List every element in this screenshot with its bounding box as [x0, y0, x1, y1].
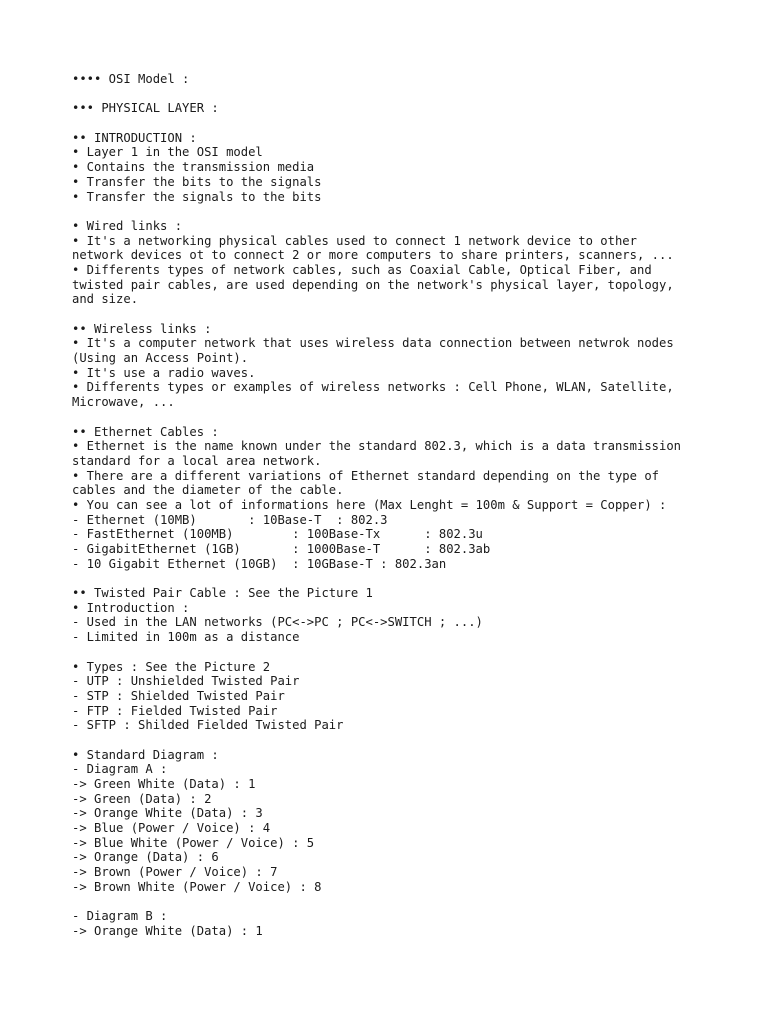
- text-line: - GigabitEthernet (1GB) : 1000Base-T : 802.3ab: [72, 542, 491, 556]
- text-line: - SFTP : Shilded Fielded Twisted Pair: [72, 718, 344, 733]
- text-line: - FastEthernet (100MB) : 100Base-Tx : 802.3u: [72, 527, 483, 542]
- text-line: • Transfer the signals to the bits: [72, 189, 322, 204]
- text-line: - STP : Shielded Twisted Pair: [72, 688, 285, 703]
- text-line: - Used in the LAN networks (PC<->PC ; PC<->SWITCH ; ...): [72, 615, 483, 630]
- text-line: twisted pair cables, are used depending on the network's physical layer, topology,: [72, 277, 674, 292]
- text-line: - Ethernet (10MB) : 10Base-T : 802.3: [72, 512, 388, 527]
- text-line: -> Green (Data) : 2: [72, 791, 212, 806]
- text-line: (Using an Access Point).: [72, 351, 249, 366]
- blank-line: [72, 204, 712, 219]
- blank-line: [72, 733, 712, 748]
- text-line: • There are a different variations of Ethernet standard depending on the type of: [72, 468, 659, 483]
- text-line: - 10 Gigabit Ethernet (10GB) : 10GBase-T : 802.3an: [72, 556, 447, 571]
- text-line: • You can see a lot of informations here (Max Lenght = 100m & Support = Copper) :: [72, 497, 667, 512]
- text-line: • Differents types of network cables, such as Coaxial Cable, Optical Fiber, and: [72, 262, 652, 277]
- text-line: • It's a networking physical cables used to connect 1 network device to other: [72, 233, 637, 248]
- text-line: -> Blue (Power / Voice) : 4: [72, 821, 271, 836]
- text-line: • It's use a radio waves.: [72, 365, 256, 380]
- text-line: - UTP : Unshielded Twisted Pair: [72, 674, 300, 689]
- text-line: - Diagram A :: [72, 762, 168, 777]
- text-line: -> Blue White (Power / Voice) : 5: [72, 835, 315, 850]
- text-line: • Standard Diagram :: [72, 747, 219, 762]
- text-line: -> Orange White (Data) : 1: [72, 923, 263, 938]
- text-line: • Introduction :: [72, 600, 190, 615]
- text-line: -> Orange (Data) : 6: [72, 850, 219, 865]
- text-line: • Ethernet is the name known under the standard 802.3, which is a data transmission: [72, 439, 682, 454]
- text-line: •• Twisted Pair Cable : See the Picture 1: [72, 586, 373, 601]
- text-line: • Contains the transmission media: [72, 160, 315, 175]
- blank-line: [72, 895, 712, 910]
- blank-line: [72, 116, 712, 131]
- text-line: and size.: [72, 292, 139, 307]
- text-line: •• Ethernet Cables :: [72, 424, 219, 439]
- text-line: • Differents types or examples of wireless networks : Cell Phone, WLAN, Satellite,: [72, 380, 674, 395]
- text-line: - Diagram B :: [72, 909, 168, 924]
- blank-line: [72, 410, 712, 425]
- text-line: • It's a computer network that uses wireless data connection between netwrok nodes: [72, 336, 674, 351]
- text-line: -> Brown (Power / Voice) : 7: [72, 865, 278, 880]
- text-line: •••• OSI Model :: [72, 72, 190, 86]
- text-line: network devices ot to connect 2 or more computers to share printers, scanners, ...: [72, 248, 674, 263]
- blank-line: [72, 571, 712, 586]
- text-line: • Layer 1 in the OSI model: [72, 145, 263, 160]
- text-line: • Transfer the bits to the signals: [72, 174, 322, 189]
- text-line: -> Green White (Data) : 1: [72, 777, 256, 791]
- text-line: • Wired links :: [72, 218, 183, 233]
- text-line: Microwave, ...: [72, 395, 175, 410]
- blank-line: [72, 87, 712, 102]
- text-line: cables and the diameter of the cable.: [72, 483, 344, 498]
- text-line: -> Orange White (Data) : 3: [72, 806, 263, 821]
- text-line: •• INTRODUCTION :: [72, 130, 197, 145]
- text-line: standard for a local area network.: [72, 453, 322, 468]
- text-line: -> Brown White (Power / Voice) : 8: [72, 879, 322, 894]
- blank-line: [72, 307, 712, 322]
- document-page: [72, 72, 712, 939]
- text-line: ••• PHYSICAL LAYER :: [72, 101, 219, 116]
- text-line: - FTP : Fielded Twisted Pair: [72, 703, 278, 718]
- blank-line: [72, 645, 712, 660]
- text-line: •• Wireless links :: [72, 321, 212, 336]
- text-line: • Types : See the Picture 2: [72, 659, 271, 674]
- text-line: - Limited in 100m as a distance: [72, 630, 300, 645]
